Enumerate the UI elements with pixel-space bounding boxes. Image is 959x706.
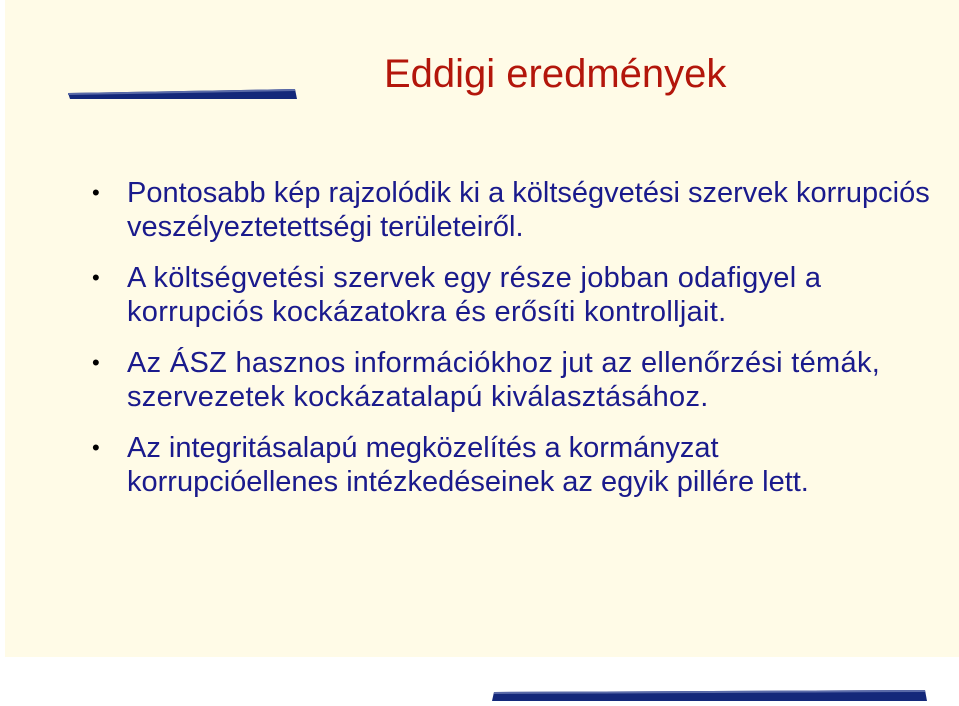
slide-title: Eddigi eredmények [384, 52, 727, 96]
bullet-text: A költségvetési szervek egy része jobban odafigyel a korrupciós kockázatokra és erősíti kontrolljait. [127, 262, 822, 328]
footer-accent-rule [492, 690, 927, 701]
bullet-text: Pontosabb kép rajzolódik ki a költségvetési szervek korrupciós veszélyeztetettségi területeiről. [127, 177, 930, 243]
title-accent-rule [68, 89, 297, 99]
bullet-marker: • [92, 435, 100, 460]
bullet-text: Az ÁSZ hasznos információkhoz jut az ellenőrzési témák, szervezetek kockázatalapú kiválasztásához. [127, 347, 881, 413]
bullet-marker: • [92, 180, 100, 205]
bullet-item [92, 261, 932, 329]
bullet-item [92, 176, 932, 244]
bullet-list [92, 176, 932, 516]
bullet-text: Az integritásalapú megközelítés a kormányzat korrupcióellenes intézkedéseinek az egyik pillére lett. [127, 432, 809, 498]
bullet-marker: • [92, 265, 100, 290]
bullet-marker: • [92, 350, 100, 375]
bullet-item [92, 346, 932, 414]
bullet-item [92, 431, 932, 499]
